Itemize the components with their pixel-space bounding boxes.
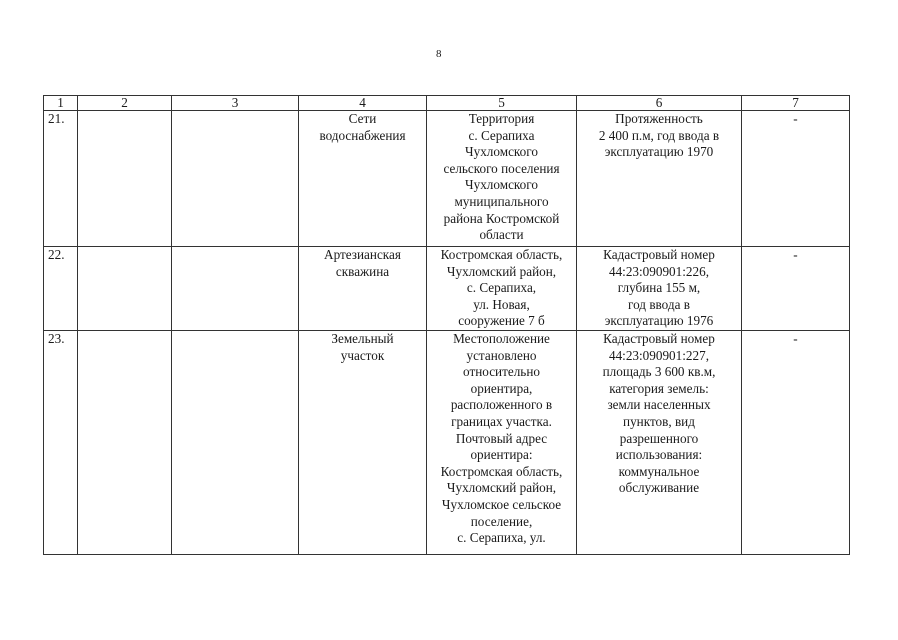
column-header-5: 5 bbox=[427, 96, 577, 111]
object-characteristics bbox=[577, 247, 742, 331]
cell-col2 bbox=[78, 111, 172, 247]
cell-col7: - bbox=[742, 111, 850, 247]
object-name-text: Земельный участок bbox=[331, 330, 394, 363]
column-header-7: 7 bbox=[742, 96, 850, 111]
cell-col3 bbox=[172, 330, 299, 554]
column-number-row bbox=[44, 96, 850, 111]
object-name-text: Артезианская скважина bbox=[324, 247, 401, 279]
object-name bbox=[299, 111, 427, 247]
object-characteristics-text: Кадастровый номер 44:23:090901:226, глубина 155 м, год ввода в эксплуатацию 1976 bbox=[603, 247, 715, 329]
row-number: 23. bbox=[44, 330, 78, 554]
row-number: 22. bbox=[44, 247, 78, 331]
cell-col7: - bbox=[742, 330, 850, 554]
column-header-6: 6 bbox=[577, 96, 742, 111]
object-name-text: Сети водоснабжения bbox=[319, 111, 406, 143]
column-header-3: 3 bbox=[172, 96, 299, 111]
object-characteristics bbox=[577, 330, 742, 554]
object-characteristics-text: Протяженность 2 400 п.м, год ввода в эксплуатацию 1970 bbox=[598, 111, 720, 160]
cell-col3 bbox=[172, 247, 299, 331]
object-location bbox=[427, 247, 577, 331]
object-location-text: Местоположение установлено относительно ориентира, расположенного в границах участка. Почтовый адрес ориентира: Костромская область, Чухломский район, Чухломское сельское поселение, с. Серапиха, ул. bbox=[440, 330, 563, 546]
object-characteristics bbox=[577, 111, 742, 247]
table-row bbox=[44, 111, 850, 247]
cell-col7: - bbox=[742, 247, 850, 331]
page-number: 8 bbox=[436, 48, 442, 60]
table-row bbox=[44, 247, 850, 331]
object-name bbox=[299, 247, 427, 331]
object-name bbox=[299, 330, 427, 554]
row-number: 21. bbox=[44, 111, 78, 247]
object-location bbox=[427, 330, 577, 554]
object-location-text: Территория с. Серапиха Чухломского сельского поселения Чухломского муниципального района Костромской области bbox=[443, 111, 560, 243]
column-header-1: 1 bbox=[44, 96, 78, 111]
column-header-4: 4 bbox=[299, 96, 427, 111]
cell-col2 bbox=[78, 330, 172, 554]
object-characteristics-text: Кадастровый номер 44:23:090901:227, площадь 3 600 кв.м, категория земель: земли населенных пунктов, вид разрешенного использования: коммунальное обслуживание bbox=[602, 330, 716, 496]
cell-col2 bbox=[78, 247, 172, 331]
object-location bbox=[427, 111, 577, 247]
table-row bbox=[44, 330, 850, 554]
object-location-text: Костромская область, Чухломский район, с. Серапиха, ул. Новая, сооружение 7 б bbox=[440, 247, 563, 329]
property-registry-table bbox=[43, 95, 850, 555]
cell-col3 bbox=[172, 111, 299, 247]
column-header-2: 2 bbox=[78, 96, 172, 111]
